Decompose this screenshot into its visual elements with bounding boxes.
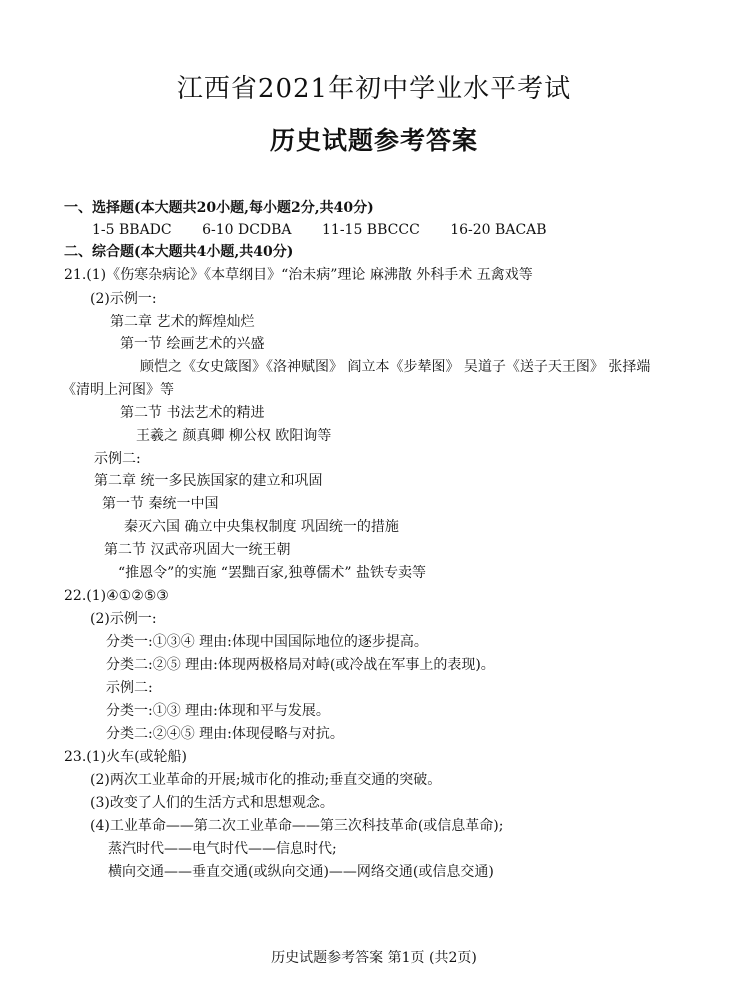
answer-line: 秦灭六国 确立中央集权制度 巩固统一的措施	[124, 519, 399, 535]
answer-line: 分类一:①③④ 理由:体现中国国际地位的逐步提高。	[106, 634, 428, 650]
multiple-choice-answers	[92, 220, 573, 240]
answer-line: 第二节 汉武帝巩固大一统王朝	[104, 542, 291, 558]
answer-line: 分类二:②⑤ 理由:体现两极格局对峙(或冷战在军事上的表现)。	[106, 657, 495, 673]
exam-title: 江西省2021年初中学业水平考试	[176, 74, 572, 104]
answer-line: 23.(1)火车(或轮船)	[64, 749, 188, 765]
answer-line: (2)示例一:	[90, 611, 157, 627]
answer-line: 示例二:	[106, 680, 153, 696]
answer-line: “推恩令”的实施 “罢黜百家,独尊儒术” 盐铁专卖等	[118, 565, 426, 581]
answer-line: (3)改变了人们的生活方式和思想观念。	[90, 795, 334, 811]
section-heading-multiple-choice: 一、选择题(本大题共20小题,每小题2分,共40分)	[64, 200, 374, 216]
answer-line: 示例二:	[94, 451, 141, 467]
answer-line: 《清明上河图》等	[62, 382, 174, 398]
answer-group: 6-10 DCDBA	[202, 222, 292, 238]
answer-line: 第二章 艺术的辉煌灿烂	[110, 314, 255, 330]
answer-line: 分类一:①③ 理由:体现和平与发展。	[106, 703, 330, 719]
answer-line: 第一节 秦统一中国	[102, 496, 219, 512]
answer-key-title: 历史试题参考答案	[269, 126, 478, 155]
answer-line: 顾恺之《女史箴图》《洛神赋图》 阎立本《步辇图》 吴道子《送子天王图》 张择端	[140, 359, 651, 375]
answer-line: 横向交通——垂直交通(或纵向交通)——网络交通(或信息交通)	[108, 864, 494, 880]
answer-line: 第二节 书法艺术的精进	[120, 405, 265, 421]
answer-group: 11-15 BBCCC	[322, 222, 420, 238]
answer-line: 分类二:②④⑤ 理由:体现侵略与对抗。	[106, 726, 344, 742]
answer-group: 1-5 BBADC	[92, 222, 172, 238]
answer-line: (2)示例一:	[90, 291, 157, 307]
page-footer: 历史试题参考答案 第1页 (共2页)	[271, 950, 477, 966]
section-heading-comprehensive: 二、综合题(本大题共4小题,共40分)	[64, 244, 294, 260]
answer-group: 16-20 BACAB	[450, 222, 547, 238]
answer-line: 王羲之 颜真卿 柳公权 欧阳询等	[136, 428, 332, 444]
answer-line: (4)工业革命——第二次工业革命——第三次科技革命(或信息革命);	[90, 818, 504, 834]
answer-line: 第二章 统一多民族国家的建立和巩固	[94, 473, 323, 489]
answer-line: 22.(1)④①②⑤③	[64, 588, 169, 604]
answer-line: 21.(1)《伤寒杂病论》《本草纲目》“治未病”理论 麻沸散 外科手术 五禽戏等	[64, 267, 533, 283]
answer-line: 第一节 绘画艺术的兴盛	[120, 336, 265, 352]
answer-line: 蒸汽时代——电气时代——信息时代;	[108, 841, 337, 857]
answer-line: (2)两次工业革命的开展;城市化的推动;垂直交通的突破。	[90, 772, 442, 788]
